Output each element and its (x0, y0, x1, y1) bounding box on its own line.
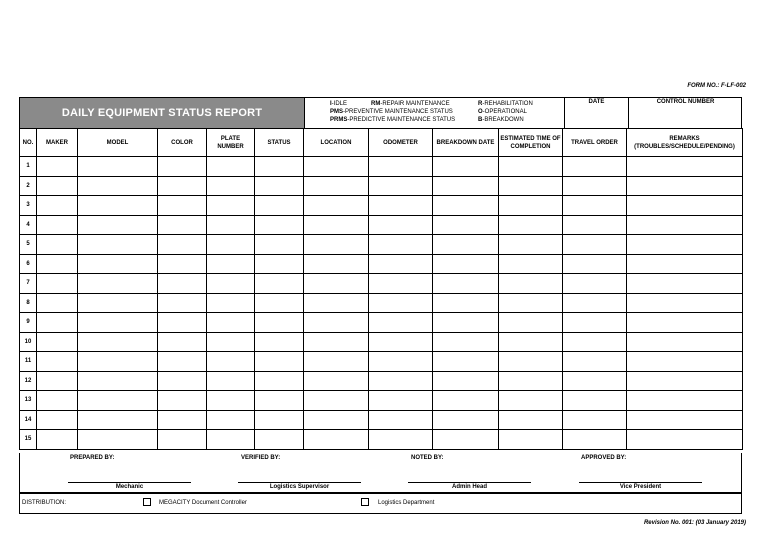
table-cell[interactable] (563, 332, 627, 352)
table-cell[interactable] (304, 391, 369, 411)
table-row (20, 410, 743, 430)
mechanic-role: Mechanic (115, 484, 144, 490)
table-cell[interactable] (37, 410, 78, 430)
table-cell[interactable] (433, 274, 499, 294)
logistics-department-label: Logistics Department (378, 500, 435, 506)
table-cell[interactable] (255, 254, 304, 274)
table-row (20, 157, 743, 177)
table-cell[interactable] (563, 196, 627, 216)
table-row (20, 235, 743, 255)
table-row (20, 371, 743, 391)
row-number: 12 (20, 371, 37, 391)
col-no: NO. (20, 129, 37, 157)
legend-key: PMS (330, 109, 344, 115)
table-cell[interactable] (304, 254, 369, 274)
row-number: 8 (20, 293, 37, 313)
table-cell[interactable] (78, 313, 158, 333)
table-cell[interactable] (207, 235, 255, 255)
table-cell[interactable] (433, 196, 499, 216)
table-cell[interactable] (369, 254, 433, 274)
table-cell[interactable] (369, 235, 433, 255)
table-cell[interactable] (627, 196, 743, 216)
table-cell[interactable] (563, 430, 627, 450)
logistics-supervisor-role: Logistics Supervisor (269, 484, 330, 490)
col-color: COLOR (158, 129, 207, 157)
table-cell[interactable] (78, 274, 158, 294)
table-cell[interactable] (37, 352, 78, 372)
row-number: 9 (20, 313, 37, 333)
table-cell[interactable] (37, 293, 78, 313)
table-cell[interactable] (158, 215, 207, 235)
legend-key: RM (371, 101, 381, 107)
table-cell[interactable] (369, 371, 433, 391)
table-cell[interactable] (255, 313, 304, 333)
title-banner (20, 98, 305, 128)
table-cell[interactable] (207, 391, 255, 411)
table-cell[interactable] (627, 371, 743, 391)
table-cell[interactable] (369, 196, 433, 216)
row-number: 7 (20, 274, 37, 294)
table-cell[interactable] (369, 332, 433, 352)
legend-text: -REHABILITATION (482, 101, 533, 107)
table-cell[interactable] (158, 157, 207, 177)
table-cell[interactable] (37, 196, 78, 216)
table-cell[interactable] (255, 410, 304, 430)
signature-section (19, 453, 742, 493)
control-number-field[interactable]: CONTROL NUMBER (628, 98, 742, 128)
row-number: 15 (20, 430, 37, 450)
report-title: DAILY EQUIPMENT STATUS REPORT (61, 107, 263, 119)
table-cell[interactable] (369, 391, 433, 411)
table-cell[interactable] (78, 391, 158, 411)
table-cell[interactable] (207, 313, 255, 333)
row-number: 10 (20, 332, 37, 352)
table-row (20, 430, 743, 450)
table-row (20, 332, 743, 352)
table-cell[interactable] (499, 430, 563, 450)
table-cell[interactable] (37, 332, 78, 352)
table-cell[interactable] (499, 196, 563, 216)
table-cell[interactable] (37, 371, 78, 391)
table-cell[interactable] (255, 176, 304, 196)
table-cell[interactable] (207, 332, 255, 352)
table-cell[interactable] (255, 274, 304, 294)
table-cell[interactable] (158, 176, 207, 196)
table-cell[interactable] (78, 215, 158, 235)
table-cell[interactable] (499, 235, 563, 255)
table-cell[interactable] (433, 293, 499, 313)
table-cell[interactable] (78, 157, 158, 177)
logistics-department-checkbox[interactable] (361, 498, 369, 506)
table-cell[interactable] (158, 352, 207, 372)
table-cell[interactable] (304, 196, 369, 216)
prepared-by-label: PREPARED BY: (70, 455, 115, 461)
table-cell[interactable] (158, 410, 207, 430)
table-cell[interactable] (499, 332, 563, 352)
table-cell[interactable] (563, 293, 627, 313)
row-number: 6 (20, 254, 37, 274)
table-cell[interactable] (563, 157, 627, 177)
table-cell[interactable] (37, 215, 78, 235)
table-row (20, 176, 743, 196)
equipment-table (19, 128, 743, 450)
table-cell[interactable] (627, 235, 743, 255)
table-cell[interactable] (158, 196, 207, 216)
table-cell[interactable] (433, 371, 499, 391)
table-cell[interactable] (78, 371, 158, 391)
table-cell[interactable] (207, 430, 255, 450)
table-cell[interactable] (433, 391, 499, 411)
table-cell[interactable] (158, 235, 207, 255)
table-cell[interactable] (304, 332, 369, 352)
table-cell[interactable] (433, 332, 499, 352)
table-cell[interactable] (207, 371, 255, 391)
table-cell[interactable] (499, 352, 563, 372)
vice-president-role: Vice President (619, 484, 662, 490)
table-cell[interactable] (499, 157, 563, 177)
verified-signature-line[interactable] (238, 482, 361, 483)
table-cell[interactable] (369, 215, 433, 235)
table-cell[interactable] (563, 235, 627, 255)
table-cell[interactable] (255, 352, 304, 372)
table-cell[interactable] (304, 176, 369, 196)
table-cell[interactable] (369, 410, 433, 430)
legend-text: -IDLE (331, 101, 348, 107)
table-cell[interactable] (158, 254, 207, 274)
table-cell[interactable] (304, 313, 369, 333)
table-row (20, 215, 743, 235)
row-number: 1 (20, 157, 37, 177)
table-cell[interactable] (78, 235, 158, 255)
table-cell[interactable] (499, 176, 563, 196)
table-row (20, 313, 743, 333)
table-cell[interactable] (37, 274, 78, 294)
table-cell[interactable] (369, 352, 433, 372)
table-cell[interactable] (304, 371, 369, 391)
table-cell[interactable] (78, 196, 158, 216)
table-cell[interactable] (78, 410, 158, 430)
approved-by-label: APPROVED BY: (581, 455, 627, 461)
table-cell[interactable] (627, 430, 743, 450)
table-cell[interactable] (304, 293, 369, 313)
col-model: MODEL (78, 129, 158, 157)
col-travel-order: TRAVEL ORDER (563, 129, 627, 157)
table-row (20, 196, 743, 216)
table-cell[interactable] (37, 176, 78, 196)
table-cell[interactable] (207, 410, 255, 430)
distribution-section (19, 493, 742, 514)
col-remarks: REMARKS (TROUBLES/SCHEDULE/PENDING) (627, 129, 743, 157)
table-cell[interactable] (499, 274, 563, 294)
table-cell[interactable] (369, 157, 433, 177)
table-cell[interactable] (433, 235, 499, 255)
col-status: STATUS (255, 129, 304, 157)
table-cell[interactable] (37, 157, 78, 177)
legend-key: PRMS (330, 117, 348, 123)
table-cell[interactable] (255, 215, 304, 235)
document-controller-label: MEGACITY Document Controller (159, 500, 247, 506)
table-cell[interactable] (563, 176, 627, 196)
table-cell[interactable] (433, 352, 499, 372)
row-number: 14 (20, 410, 37, 430)
table-cell[interactable] (37, 430, 78, 450)
table-cell[interactable] (433, 176, 499, 196)
table-cell[interactable] (158, 313, 207, 333)
legend-col-2 (371, 100, 450, 108)
table-cell[interactable] (304, 215, 369, 235)
table-cell[interactable] (499, 293, 563, 313)
form-number: FORM NO.: F-LF-002 (687, 83, 746, 89)
legend-text: -BREAKDOWN (482, 117, 524, 123)
table-cell[interactable] (627, 391, 743, 411)
legend-text: -PREDICTIVE MAINTENANCE STATUS (347, 117, 456, 123)
table-cell[interactable] (255, 371, 304, 391)
col-location: LOCATION (304, 129, 369, 157)
table-cell[interactable] (627, 352, 743, 372)
table-cell[interactable] (37, 391, 78, 411)
legend-key: R (478, 101, 483, 107)
table-cell[interactable] (304, 410, 369, 430)
table-cell[interactable] (304, 430, 369, 450)
table-cell[interactable] (433, 410, 499, 430)
table-cell[interactable] (433, 215, 499, 235)
revision-number: Revision No. 001: (03 January 2019) (643, 520, 746, 526)
admin-head-role: Admin Head (451, 484, 487, 490)
table-cell[interactable] (627, 332, 743, 352)
approved-signature-line[interactable] (579, 482, 702, 483)
table-cell[interactable] (304, 157, 369, 177)
verified-by-label: VERIFIED BY: (241, 455, 281, 461)
row-number: 3 (20, 196, 37, 216)
document-controller-checkbox[interactable] (143, 498, 151, 506)
table-cell[interactable] (369, 313, 433, 333)
table-cell[interactable] (627, 215, 743, 235)
legend-text: -PREVENTIVE MAINTENANCE STATUS (343, 109, 453, 115)
table-cell[interactable] (369, 293, 433, 313)
table-cell[interactable] (627, 313, 743, 333)
table-row (20, 391, 743, 411)
table-cell[interactable] (563, 410, 627, 430)
table-cell[interactable] (304, 274, 369, 294)
table-cell[interactable] (369, 176, 433, 196)
table-cell[interactable] (78, 352, 158, 372)
table-row (20, 254, 743, 274)
table-cell[interactable] (499, 410, 563, 430)
table-cell[interactable] (207, 196, 255, 216)
table-cell[interactable] (433, 430, 499, 450)
table-cell[interactable] (563, 254, 627, 274)
table-cell[interactable] (158, 293, 207, 313)
table-cell[interactable] (563, 371, 627, 391)
table-cell[interactable] (255, 430, 304, 450)
prepared-signature-line[interactable] (68, 482, 191, 483)
date-field[interactable]: DATE (564, 98, 628, 128)
table-cell[interactable] (158, 371, 207, 391)
legend-text: -OPERATIONAL (482, 109, 527, 115)
col-maker: MAKER (37, 129, 78, 157)
table-cell[interactable] (563, 352, 627, 372)
table-cell[interactable] (627, 293, 743, 313)
table-row (20, 274, 743, 294)
table-cell[interactable] (78, 254, 158, 274)
table-cell[interactable] (158, 391, 207, 411)
col-plate-number: PLATE NUMBER (207, 129, 255, 157)
col-breakdown-date: BREAKDOWN DATE (433, 129, 499, 157)
table-cell[interactable] (78, 430, 158, 450)
table-cell[interactable] (627, 157, 743, 177)
table-cell[interactable] (207, 215, 255, 235)
table-cell[interactable] (255, 293, 304, 313)
table-header-row (20, 129, 743, 157)
table-cell[interactable] (37, 313, 78, 333)
table-cell[interactable] (255, 332, 304, 352)
table-cell[interactable] (433, 313, 499, 333)
table-cell[interactable] (433, 254, 499, 274)
table-cell[interactable] (158, 274, 207, 294)
table-cell[interactable] (499, 371, 563, 391)
table-cell[interactable] (255, 235, 304, 255)
table-cell[interactable] (78, 293, 158, 313)
noted-by-label: NOTED BY: (411, 455, 444, 461)
table-cell[interactable] (499, 254, 563, 274)
table-cell[interactable] (207, 352, 255, 372)
table-cell[interactable] (627, 274, 743, 294)
table-row (20, 352, 743, 372)
table-cell[interactable] (563, 274, 627, 294)
table-cell[interactable] (563, 215, 627, 235)
table-cell[interactable] (158, 430, 207, 450)
row-number: 11 (20, 352, 37, 372)
table-cell[interactable] (627, 254, 743, 274)
noted-signature-line[interactable] (408, 482, 531, 483)
table-cell[interactable] (369, 430, 433, 450)
table-cell[interactable] (433, 157, 499, 177)
report-header (19, 97, 742, 129)
table-cell[interactable] (627, 410, 743, 430)
col-odometer: ODOMETER (369, 129, 433, 157)
table-cell[interactable] (37, 235, 78, 255)
table-cell[interactable] (78, 176, 158, 196)
table-cell[interactable] (207, 274, 255, 294)
table-cell[interactable] (78, 332, 158, 352)
table-cell[interactable] (207, 254, 255, 274)
table-cell[interactable] (499, 391, 563, 411)
table-cell[interactable] (499, 215, 563, 235)
legend-col-3 (478, 100, 533, 124)
legend-key: I (330, 101, 332, 107)
status-legend (308, 100, 563, 128)
legend-text: -REPAIR MAINTENANCE (380, 101, 450, 107)
row-number: 5 (20, 235, 37, 255)
table-cell[interactable] (255, 157, 304, 177)
table-cell[interactable] (369, 274, 433, 294)
table-body (20, 157, 743, 450)
table-cell[interactable] (304, 352, 369, 372)
table-cell[interactable] (499, 313, 563, 333)
legend-key: B (478, 117, 483, 123)
distribution-label: DISTRIBUTION: (22, 500, 67, 506)
row-number: 2 (20, 176, 37, 196)
table-cell[interactable] (255, 391, 304, 411)
row-number: 4 (20, 215, 37, 235)
table-cell[interactable] (207, 293, 255, 313)
legend-key: O (478, 109, 483, 115)
table-cell[interactable] (563, 313, 627, 333)
table-cell[interactable] (304, 235, 369, 255)
table-cell[interactable] (627, 176, 743, 196)
table-cell[interactable] (158, 332, 207, 352)
table-cell[interactable] (255, 196, 304, 216)
table-row (20, 293, 743, 313)
table-cell[interactable] (563, 391, 627, 411)
col-estimated-completion: ESTIMATED TIME OF COMPLETION (499, 129, 563, 157)
row-number: 13 (20, 391, 37, 411)
table-cell[interactable] (37, 254, 78, 274)
table-cell[interactable] (207, 157, 255, 177)
table-cell[interactable] (207, 176, 255, 196)
